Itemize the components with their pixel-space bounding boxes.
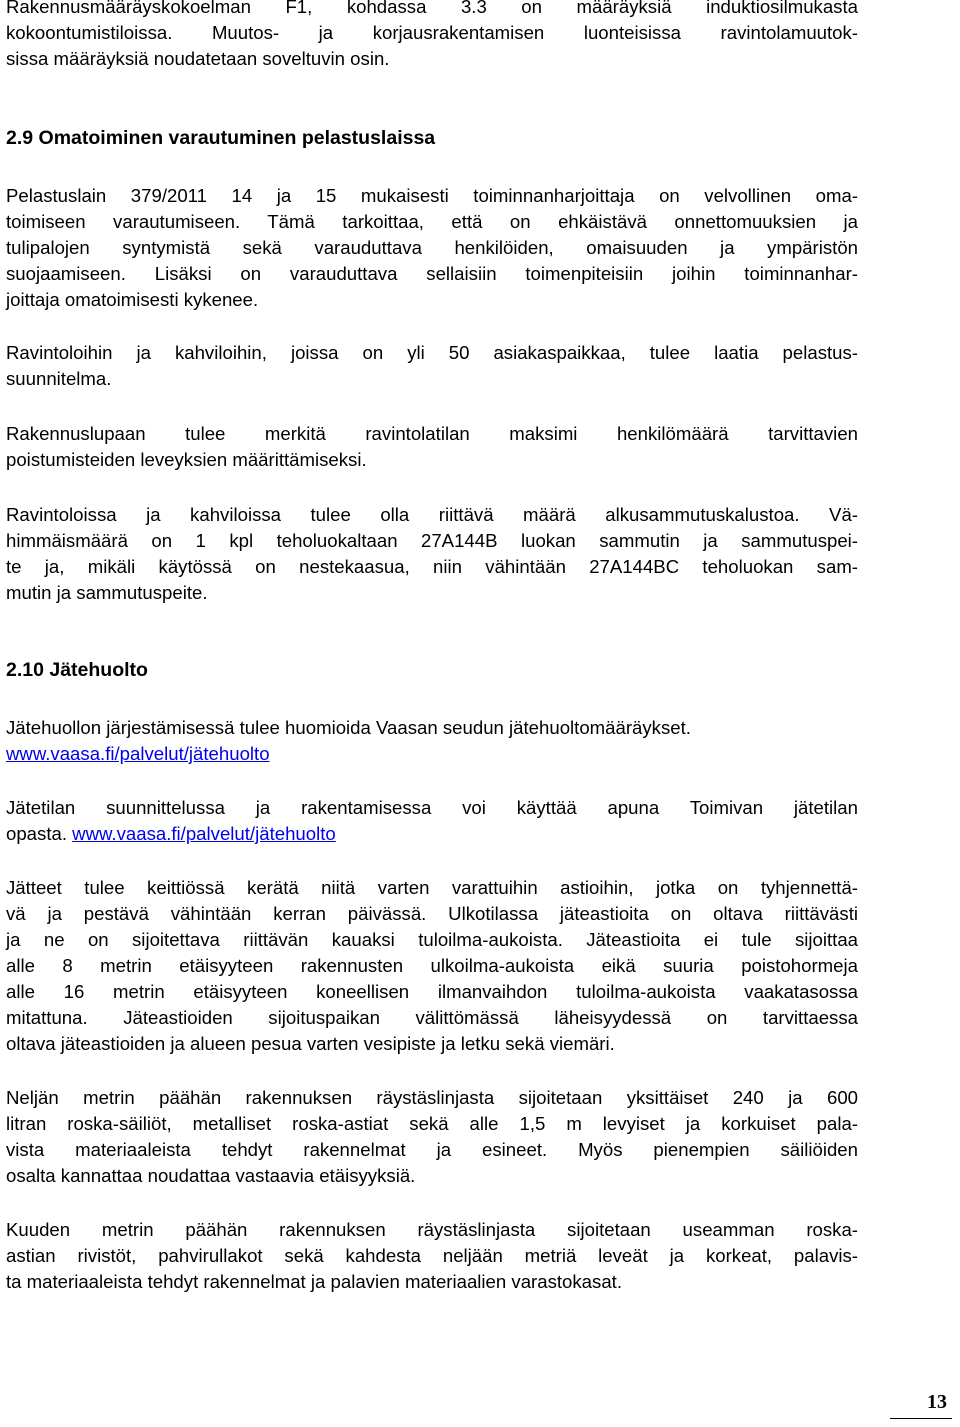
paragraph-line: himmäismäärä on 1 kpl teholuokaltaan 27A144B luokan sammutin ja sammutuspei- — [6, 530, 858, 551]
paragraph-line: poistumisteiden leveyksien määrittämiseksi. — [6, 449, 367, 470]
section-heading-2-10: 2.10 Jätehuolto — [6, 659, 148, 681]
paragraph-line: Kuuden metrin päähän rakennuksen räystäslinjasta sijoitetaan useamman roska- — [6, 1219, 858, 1240]
page-number-rule — [890, 1418, 952, 1419]
paragraph-line: Jätehuollon järjestämisessä tulee huomioida Vaasan seudun jätehuoltomääräykset. — [6, 717, 691, 738]
paragraph-line: mutin ja sammutuspeite. — [6, 582, 208, 603]
paragraph-line: Ravintoloihin ja kahviloihin, joissa on yli 50 asiakaspaikkaa, tulee laatia pelastus- — [6, 342, 858, 363]
paragraph-line: alle 8 metrin etäisyyteen rakennusten ulkoilma-aukoista eikä suuria poistohormeja — [6, 955, 858, 976]
intro-line-3: sissa määräyksiä noudatetaan soveltuvin osin. — [6, 48, 390, 69]
paragraph-line: oltava jäteastioiden ja alueen pesua varten vesipiste ja letku sekä viemäri. — [6, 1033, 615, 1054]
section-heading-2-9: 2.9 Omatoiminen varautuminen pelastuslaissa — [6, 127, 436, 149]
intro-line-1: Rakennusmääräyskokoelman F1, kohdassa 3.3 on määräyksiä induktiosilmukasta — [6, 0, 858, 17]
paragraph-line: vista materiaaleista tehdyt rakennelmat ja esineet. Myös pienempien säiliöiden — [6, 1139, 858, 1160]
paragraph-line: mitattuna. Jäteastioiden sijoituspaikan välittömässä läheisyydessä on tarvittaessa — [6, 1007, 858, 1028]
paragraph-line: Ravintoloissa ja kahviloissa tulee olla riittävä määrä alkusammutuskalustoa. Vä- — [6, 504, 858, 525]
paragraph-line: Jätteet tulee keittiössä kerätä niitä varten varattuihin astioihin, jotka on tyhjennettä- — [6, 877, 858, 898]
waste-rules-link[interactable] — [6, 741, 270, 767]
paragraph-line: litran roska-säiliöt, metalliset roska-astiat sekä alle 1,5 m levyiset ja korkuiset pala- — [6, 1113, 858, 1134]
waste-rules-link-text[interactable]: www.vaasa.fi/palvelut/jätehuolto — [6, 743, 270, 764]
paragraph-line: joittaja omatoimisesti kykenee. — [6, 289, 259, 310]
page-number: 13 — [927, 1391, 947, 1413]
paragraph-line — [6, 821, 336, 847]
paragraph-line: suunnitelma. — [6, 368, 112, 389]
paragraph-line: tulipalojen syntymistä sekä varauduttava henkilöiden, omaisuuden ja ympäristön — [6, 237, 858, 258]
intro-line-2: kokoontumistiloissa. Muutos- ja korjausrakentamisen luonteisissa ravintolamuutok- — [6, 22, 858, 43]
paragraph-line: Neljän metrin päähän rakennuksen räystäslinjasta sijoitetaan yksittäiset 240 ja 600 — [6, 1087, 858, 1108]
paragraph-line: astian rivistöt, pahvirullakot sekä kahdesta neljään metriä leveät ja korkeat, palavis- — [6, 1245, 858, 1266]
paragraph-line: Jätetilan suunnittelussa ja rakentamisessa voi käyttää apuna Toimivan jätetilan — [6, 797, 858, 818]
paragraph-text: opasta. — [6, 823, 67, 844]
paragraph-line: Pelastuslain 379/2011 14 ja 15 mukaisesti toiminnanharjoittaja on velvollinen oma- — [6, 185, 858, 206]
paragraph-line: te ja, mikäli käytössä on nestekaasua, niin vähintään 27A144BC teholuokan sam- — [6, 556, 858, 577]
paragraph-line: alle 16 metrin etäisyyteen koneellisen ilmanvaihdon tuloilma-aukoista vaakatasossa — [6, 981, 858, 1002]
paragraph-line: Rakennuslupaan tulee merkitä ravintolatilan maksimi henkilömäärä tarvittavien — [6, 423, 858, 444]
paragraph-line: toimiseen varautumiseen. Tämä tarkoittaa, että on ehkäistävä onnettomuuksien ja — [6, 211, 858, 232]
paragraph-line: ja ne on sijoitettava riittävän kauaksi tuloilma-aukoista. Jäteastioita ei tule sijoittaa — [6, 929, 858, 950]
waste-guide-link[interactable]: www.vaasa.fi/palvelut/jätehuolto — [72, 823, 336, 844]
paragraph-line: osalta kannattaa noudattaa vastaavia etäisyyksiä. — [6, 1165, 416, 1186]
paragraph-line: ta materiaaleista tehdyt rakennelmat ja palavien materiaalien varastokasat. — [6, 1271, 622, 1292]
paragraph-line: vä ja pestävä vähintään kerran päivässä. Ulkotilassa jäteastioita on oltava riittävästi — [6, 903, 858, 924]
paragraph-line: suojaamiseen. Lisäksi on varauduttava sellaisiin toimenpiteisiin joihin toiminnanhar- — [6, 263, 858, 284]
